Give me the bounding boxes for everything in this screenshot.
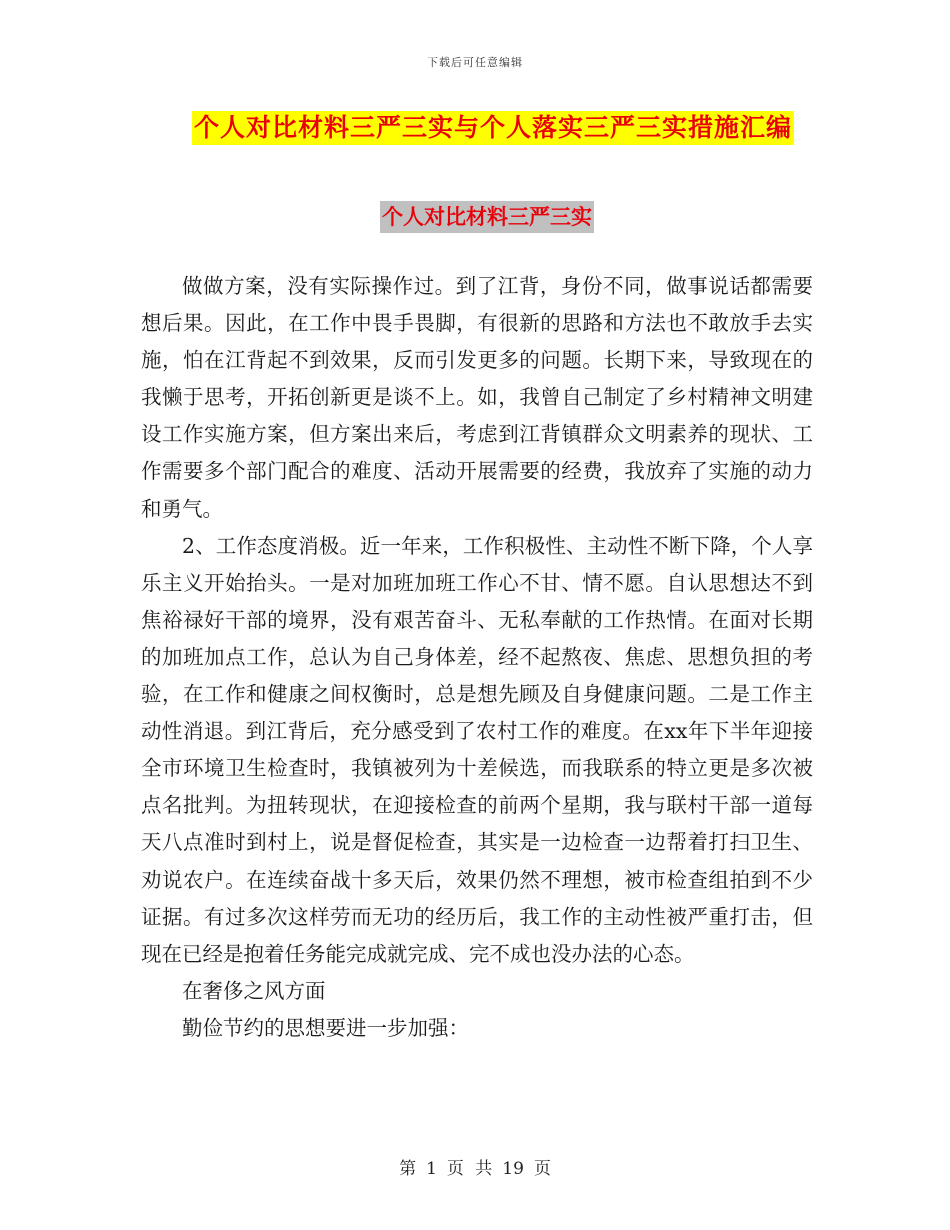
- header-note: 下载后可任意编辑: [427, 56, 523, 69]
- document-title: 个人对比材料三严三实与个人落实三严三实措施汇编: [192, 111, 794, 145]
- paragraph: 在奢侈之风方面: [182, 978, 326, 1003]
- page-footer: [0, 1154, 950, 1179]
- paragraph: 勤俭节约的思想要进一步加强：: [182, 1015, 469, 1040]
- paragraph: 2、工作态度消极。近一年来，工作积极性、主动性不断下降，个人享乐主义开始抬头。一是对加班加班工作心不甘、情不愿。自认思想达不到焦裕禄好干部的境界，没有艰苦奋斗、无私奉献的工作热情。在面对长期的加班加点工作，总认为自己身体差，经不起熬夜、焦虑、思想负担的考验，在工作和健康之间权衡时，总是想先顾及自身健康问题。二是工作主动性消退。到江背后，充分感受到了农村工作的难度。在xx年下半年迎接全市环境卫生检查时，我镇被列为十差候选，而我联系的特立更是多次被点名批判。为扭转现状，在迎接检查的前两个星期，我与联村干部一道每天八点准时到村上，说是督促检查，其实是一边检查一边帮着打扫卫生、劝说农户。在连续奋战十多天后，效果仍然不理想，被市检查组拍到不少证据。有过多次这样劳而无功的经历后，我工作的主动性被严重打击，但现在已经是抱着任务能完成就完成、完不成也没办法的心态。: [141, 533, 813, 966]
- page-label-prefix: 第: [399, 1159, 417, 1179]
- page-label-mid: 页 共: [446, 1159, 493, 1179]
- page-number-total: 19: [502, 1159, 524, 1179]
- paragraph: 做做方案，没有实际操作过。到了江背，身份不同，做事说话都需要想后果。因此，在工作中畏手畏脚，有很新的思路和方法也不敢放手去实施，怕在江背起不到效果，反而引发更多的问题。长期下来，导致现在的我懒于思考，开拓创新更是谈不上。如，我曾自己制定了乡村精神文明建设工作实施方案，但方案出来后，考虑到江背镇群众文明素养的现状、工作需要多个部门配合的难度、活动开展需要的经费，我放弃了实施的动力和勇气。: [141, 274, 813, 521]
- section-title: 个人对比材料三严三实: [380, 201, 594, 233]
- page-number-current: 1: [426, 1159, 437, 1179]
- page-label-suffix: 页: [533, 1159, 551, 1179]
- document-body: [141, 268, 813, 1047]
